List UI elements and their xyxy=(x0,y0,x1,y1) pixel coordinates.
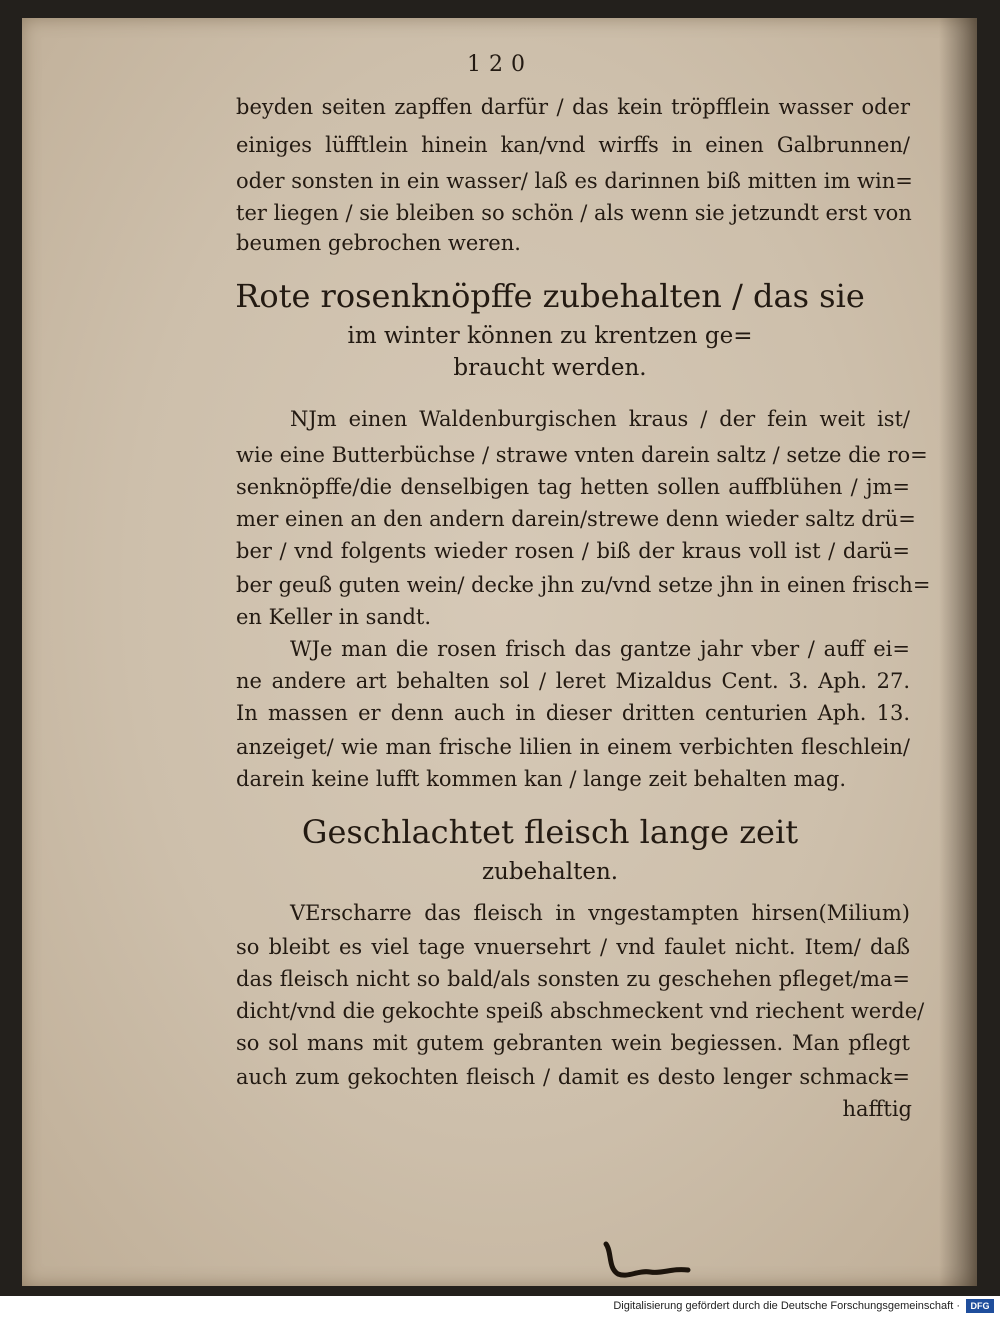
page-number: 120 xyxy=(467,52,533,77)
text-line: VErscharre das fleisch in vngestampten hirsen(Milium) xyxy=(290,901,910,925)
catchword: hafftig xyxy=(842,1097,912,1121)
section-subheading: braucht werden. xyxy=(453,355,647,381)
funding-credit: Digitalisierung gefördert durch die Deutsche Forschungsgemeinschaft · xyxy=(613,1300,960,1312)
section-heading: Rote rosenknöpffe zubehalten / das sie xyxy=(235,277,865,315)
text-line: dicht/vnd die gekochte speiß abschmeckent vnd riechent werde/ xyxy=(236,999,925,1023)
text-line: beumen gebrochen weren. xyxy=(236,231,521,255)
text-line: oder sonsten in ein wasser/ laß es darinnen biß mitten im win= xyxy=(236,169,913,193)
ink-blot-mark xyxy=(598,1240,698,1280)
text-line: In massen er denn auch in dieser dritten centurien Aph. 13. xyxy=(236,701,910,725)
text-line: das fleisch nicht so bald/als sonsten zu geschehen pfleget/ma= xyxy=(236,967,910,991)
text-line: ber geuß guten wein/ decke jhn zu/vnd setze jhn in einen frisch= xyxy=(236,573,931,597)
text-line: auch zum gekochten fleisch / damit es desto lenger schmack= xyxy=(236,1065,910,1089)
footer-bar xyxy=(0,1296,1000,1317)
text-line: darein keine lufft kommen kan / lange zeit behalten mag. xyxy=(236,767,847,791)
text-line: anzeiget/ wie man frische lilien in einem verbichten fleschlein/ xyxy=(236,735,910,759)
text-line: ber / vnd folgents wieder rosen / biß der kraus voll ist / darü= xyxy=(236,539,910,563)
section-subheading: im winter können zu krentzen ge= xyxy=(347,323,753,349)
section-heading: Geschlachtet fleisch lange zeit xyxy=(301,813,799,851)
text-line: beyden seiten zapffen darfür / das kein tröpfflein wasser oder xyxy=(236,95,910,119)
text-line: NJm einen Waldenburgischen kraus / der fein weit ist/ xyxy=(290,407,910,431)
text-line: einiges lüfftlein hinein kan/vnd wirffs in einen Galbrunnen/ xyxy=(236,133,910,157)
text-line: WJe man die rosen frisch das gantze jahr vber / auff ei= xyxy=(290,637,910,661)
text-line: senknöpffe/die denselbigen tag hetten sollen auffblühen / jm= xyxy=(236,475,910,499)
dfg-logo: DFG xyxy=(966,1299,994,1313)
text-line: mer einen an den andern darein/strewe denn wieder saltz drü= xyxy=(236,507,916,531)
text-line: wie eine Butterbüchse / strawe vnten darein saltz / setze die ro= xyxy=(236,443,928,467)
text-line: so bleibt es viel tage vnuersehrt / vnd faulet nicht. Item/ daß xyxy=(236,935,910,959)
text-line: en Keller in sandt. xyxy=(236,605,432,629)
text-line: so sol mans mit gutem gebranten wein begiessen. Man pflegt xyxy=(236,1031,910,1055)
section-subheading: zubehalten. xyxy=(481,859,619,885)
text-line: ne andere art behalten sol / leret Mizaldus Cent. 3. Aph. 27. xyxy=(236,669,910,693)
text-line: ter liegen / sie bleiben so schön / als wenn sie jetzundt erst von xyxy=(236,201,912,225)
